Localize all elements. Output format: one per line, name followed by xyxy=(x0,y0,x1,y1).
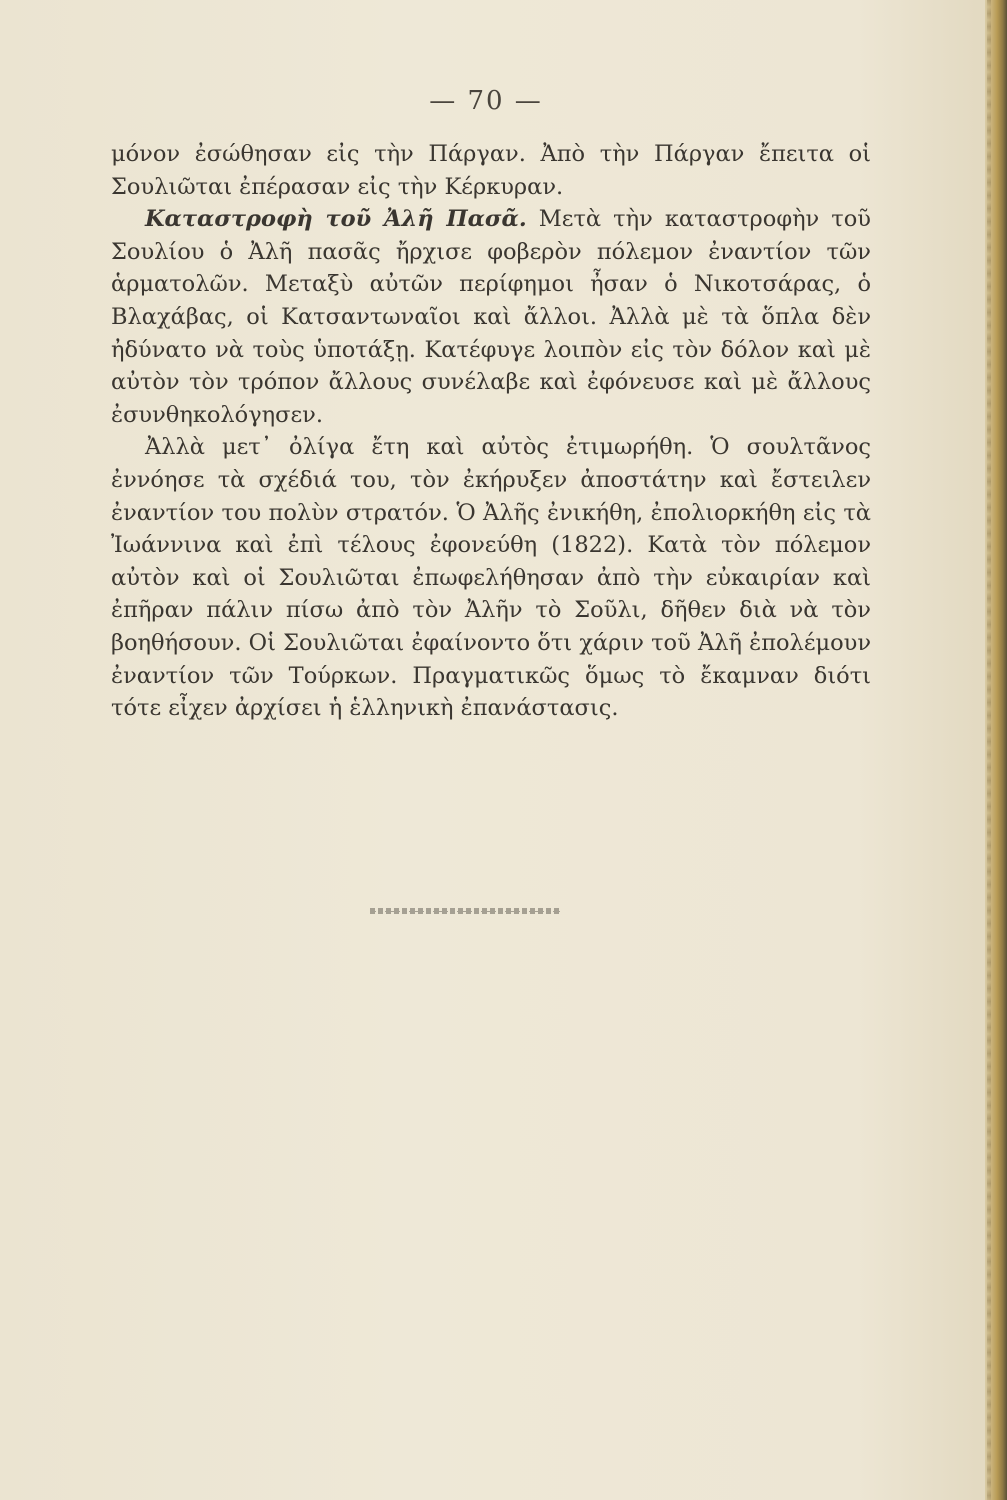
paragraph-1: μόνον ἐσώθησαν εἰς τὴν Πάργαν. Ἀπὸ τὴν Πάργαν ἔπειτα οἱ Σουλιῶται ἐπέρασαν εἰς τὴν Κέρκυραν. xyxy=(111,141,871,200)
end-ornament-rule xyxy=(370,908,560,914)
body-text xyxy=(111,138,871,725)
paragraph-2-text: Μετὰ τὴν καταστροφὴν τοῦ Σουλίου ὁ Ἀλῆ πασᾶς ἤρχισε φοβερὸν πόλεμον ἐναντίον τῶν ἁρματολῶν. Μεταξὺ αὐτῶν περίφημοι ἦσαν ὁ Νικοτσάρας, ὁ Βλαχάβας, οἱ Κατσαντωναῖοι καὶ ἄλλοι. Ἀλλὰ μὲ τὰ ὅπλα δὲν ἠδύνατο νὰ τοὺς ὑποτάξῃ. Κατέφυγε λοιπὸν εἰς τὸν δόλον καὶ μὲ αὐτὸν τὸν τρόπον ἄλλους συνέλαβε καὶ ἐφόνευσε καὶ μὲ ἄλλους ἐσυνθηκολόγησεν. xyxy=(111,206,871,428)
section-heading: Καταστροφὴ τοῦ Ἀλῆ Πασᾶ. xyxy=(145,206,527,233)
page-edge xyxy=(985,0,1007,1500)
page-number: — 70 — xyxy=(429,86,543,116)
paragraph-2 xyxy=(111,203,871,431)
paragraph-3: Ἀλλὰ μετ᾿ ὀλίγα ἔτη καὶ αὐτὸς ἐτιμωρήθη. Ὁ σουλτᾶνος ἐννόησε τὰ σχέδιά του, τὸν ἐκήρυξεν ἀποστάτην καὶ ἔστειλεν ἐναντίον του πολὺν στρατόν. Ὁ Ἀλῆς ἐνικήθη, ἐπολιορκήθη εἰς τὰ Ἰωάννινα καὶ ἐπὶ τέλους ἐφονεύθη (1822). Κατὰ τὸν πόλεμον αὐτὸν καὶ οἱ Σουλιῶται ἐπωφελήθησαν ἀπὸ τὴν εὐκαιρίαν καὶ ἐπῆραν πάλιν πίσω ἀπὸ τὸν Ἀλῆν τὸ Σοῦλι, δῆθεν διὰ νὰ τὸν βοηθήσουν. Οἱ Σουλιῶται ἐφαίνοντο ὅτι χάριν τοῦ Ἀλῆ ἐπολέμουν ἐναντίον τῶν Τούρκων. Πραγματικῶς ὅμως τὸ ἔκαμναν διότι τότε εἶχεν ἀρχίσει ἡ ἑλληνικὴ ἐπανάστασις. xyxy=(111,434,871,722)
